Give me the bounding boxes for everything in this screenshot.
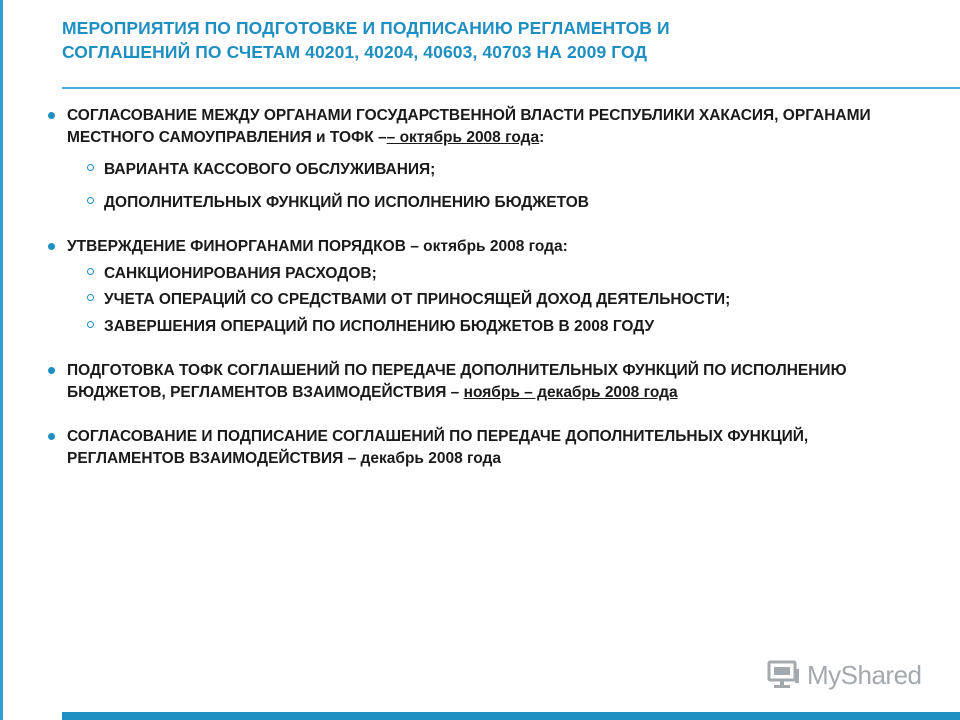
item-text: ПОДГОТОВКА ТОФК СОГЛАШЕНИЙ ПО ПЕРЕДАЧЕ ДОПОЛНИТЕЛЬНЫХ ФУНКЦИЙ ПО ИСПОЛНЕНИЮ БЮДЖЕТОВ, РЕГЛАМЕНТОВ ВЗАИМОДЕЙСТВИЯ – xyxy=(67,362,847,401)
sub-bullet-ring-icon xyxy=(87,164,94,171)
sub-item xyxy=(48,192,928,214)
list-item-preparation xyxy=(48,360,928,403)
sub-item-text: САНКЦИОНИРОВАНИЯ РАСХОДОВ; xyxy=(104,264,377,282)
sub-item-text: ЗАВЕРШЕНИЯ ОПЕРАЦИЙ ПО ИСПОЛНЕНИЮ БЮДЖЕТОВ В 2008 ГОДУ xyxy=(104,317,655,335)
sub-bullet-ring-icon xyxy=(87,197,94,204)
title-line-2: СОГЛАШЕНИЙ ПО СЧЕТАМ 40201, 40204, 40603, 40703 НА 2009 ГОД xyxy=(62,42,648,62)
bullet-dot-icon xyxy=(48,433,55,440)
bullet-list xyxy=(48,105,928,469)
item-text: СОГЛАСОВАНИЕ МЕЖДУ ОРГАНАМИ ГОСУДАРСТВЕННОЙ ВЛАСТИ РЕСПУБЛИКИ ХАКАСИЯ, ОРГАНАМИ МЕСТНОГО САМОУПРАВЛЕНИЯ и ТОФК – xyxy=(67,107,871,146)
sub-item xyxy=(48,263,928,285)
list-item-approval xyxy=(48,236,928,258)
myshared-logo[interactable] xyxy=(767,658,922,692)
sub-item-text: УЧЕТА ОПЕРАЦИЙ СО СРЕДСТВАМИ ОТ ПРИНОСЯЩЕЙ ДОХОД ДЕЯТЕЛЬНОСТИ; xyxy=(104,291,731,308)
sub-item-text: ДОПОЛНИТЕЛЬНЫХ ФУНКЦИЙ ПО ИСПОЛНЕНИЮ БЮДЖЕТОВ xyxy=(104,193,589,211)
item-date: ноябрь – декабрь 2008 года xyxy=(463,383,678,401)
logo-text: MyShared xyxy=(807,659,922,690)
title-divider xyxy=(62,87,960,89)
item-suffix: : xyxy=(539,128,545,146)
item-text: СОГЛАСОВАНИЕ И ПОДПИСАНИЕ СОГЛАШЕНИЙ ПО ПЕРЕДАЧЕ ДОПОЛНИТЕЛЬНЫХ ФУНКЦИЙ, РЕГЛАМЕНТОВ ВЗАИМОДЕЙСТВИЯ – декабрь 2008 года xyxy=(67,428,809,467)
item-text: УТВЕРЖДЕНИЕ ФИНОРГАНАМИ ПОРЯДКОВ – октябрь 2008 года: xyxy=(67,238,568,255)
bottom-accent-bar xyxy=(62,712,960,720)
presentation-screen-icon xyxy=(767,659,801,691)
sub-bullet-ring-icon xyxy=(87,268,94,275)
page-title xyxy=(62,16,922,64)
list-item-signing xyxy=(48,426,928,469)
sub-item-text: ВАРИАНТА КАССОВОГО ОБСЛУЖИВАНИЯ; xyxy=(104,161,436,178)
sub-item xyxy=(48,159,928,181)
bullet-dot-icon xyxy=(48,243,55,250)
bullet-dot-icon xyxy=(48,112,55,119)
bullet-dot-icon xyxy=(48,367,55,374)
sub-bullet-ring-icon xyxy=(87,321,94,328)
title-line-1: МЕРОПРИЯТИЯ ПО ПОДГОТОВКЕ И ПОДПИСАНИЮ РЕГЛАМЕНТОВ И xyxy=(62,18,670,38)
left-border-line xyxy=(0,0,3,720)
item-date: – октябрь 2008 года xyxy=(386,128,540,146)
sub-item xyxy=(48,289,928,311)
sub-bullet-ring-icon xyxy=(87,294,94,301)
sub-item xyxy=(48,316,928,338)
list-item-coordination xyxy=(48,105,928,148)
